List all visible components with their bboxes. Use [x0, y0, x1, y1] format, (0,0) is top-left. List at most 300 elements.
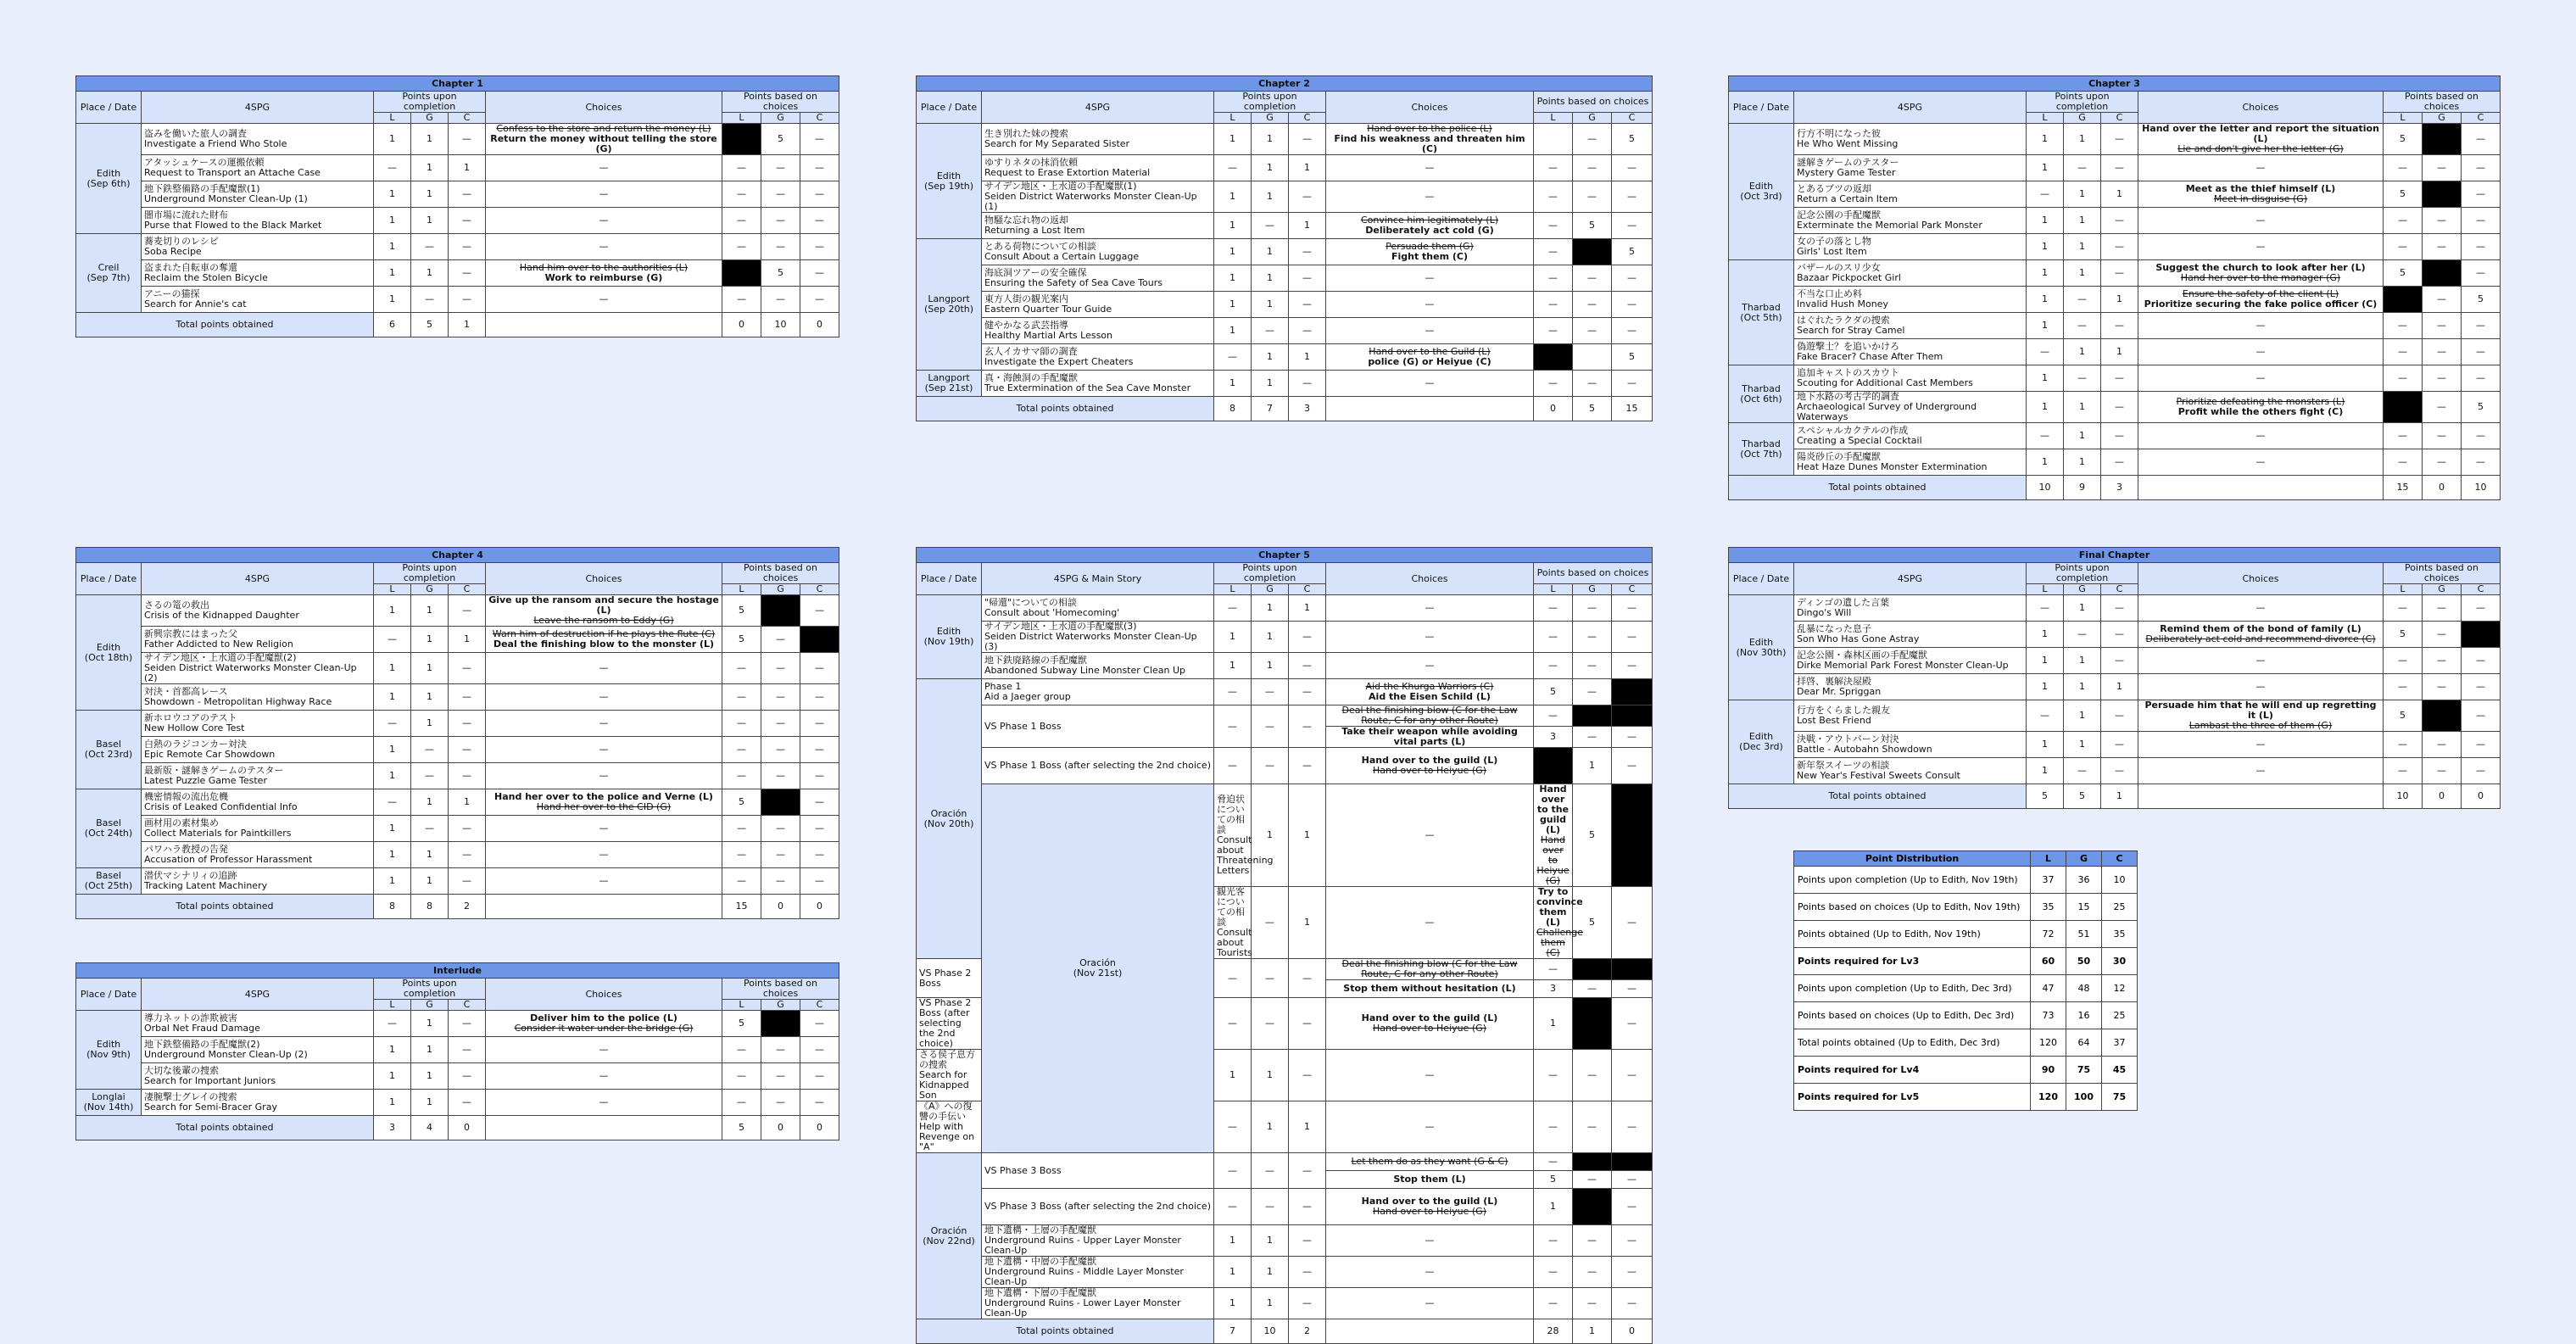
header-place: Place / Date	[917, 92, 982, 124]
header-c: C	[2462, 113, 2501, 124]
distribution-value: 47	[2031, 975, 2066, 1002]
completion-points: 1	[1252, 784, 1289, 887]
quest-jp: 地下遺構・上層の手配魔獣	[984, 1224, 1096, 1235]
quest-jp: 行方をくらました親友	[1797, 705, 1890, 716]
quest-jp: バザールのスリ少女	[1797, 262, 1881, 273]
choice-option: Prioritize securing the fake police officer (C)	[2144, 298, 2378, 310]
total-value: 28	[1534, 1319, 1573, 1344]
choice-points: —	[2384, 648, 2423, 674]
header-g: G	[411, 113, 449, 124]
completion-points: —	[1214, 959, 1252, 998]
header-c: C	[1289, 113, 1326, 124]
quest-name-cell	[1794, 260, 2027, 287]
completion-points: 1	[449, 155, 486, 181]
quest-en: Consult about Threatening Letters	[1217, 834, 1274, 876]
completion-points: 1	[1214, 124, 1252, 155]
choice-points: —	[1573, 1101, 1612, 1153]
quest-jp: 盗まれた自転車の奪還	[144, 262, 237, 273]
choice-points: —	[2423, 622, 2462, 648]
table-row	[76, 260, 839, 287]
quest-name-cell	[982, 239, 1214, 265]
total-value: 5	[2064, 784, 2101, 809]
choice-points: —	[1573, 1050, 1612, 1101]
choice-points: —	[1534, 213, 1573, 239]
quest-jp: サイデン地区・上水道の手配魔獣(3)	[984, 621, 1137, 632]
total-value: 7	[1252, 397, 1289, 421]
choice-points: —	[2462, 674, 2501, 700]
choice-points: —	[1573, 265, 1612, 292]
header-4spg: 4SPG	[1794, 92, 2027, 124]
choice-points: —	[722, 684, 761, 711]
completion-points: 1	[2101, 287, 2138, 313]
distribution-value: 51	[2066, 921, 2102, 948]
quest-name-cell	[917, 1101, 982, 1153]
place-date-cell: Oración (Nov 22nd)	[917, 1153, 982, 1319]
total-row	[1729, 476, 2501, 500]
total-value: 0	[800, 895, 839, 919]
choices-cell: —	[1326, 318, 1534, 344]
completion-points: —	[374, 711, 411, 737]
table-row	[76, 868, 839, 895]
quest-en: Purse that Flowed to the Black Market	[144, 220, 322, 231]
choice-points: —	[2462, 313, 2501, 339]
completion-points: —	[374, 789, 411, 816]
quest-en: Request to Transport an Attache Case	[144, 167, 321, 178]
choice-points: —	[800, 842, 839, 868]
highlight-cell	[1612, 705, 1653, 727]
completion-points: —	[449, 1090, 486, 1116]
choice-points: —	[1573, 679, 1612, 705]
completion-points: 1	[449, 789, 486, 816]
choice-option: Deal the finishing blow (C for the Law Route, C for any other Route)	[1341, 958, 1518, 979]
quest-jp: 対決・首都高レース	[144, 686, 228, 697]
choice-points: —	[800, 124, 839, 155]
header-points-completion: Points upon completion	[374, 563, 486, 584]
header-4spg: 4SPG	[982, 92, 1214, 124]
completion-points: 1	[374, 653, 411, 684]
quest-jp: 行方不明になった彼	[1797, 128, 1881, 139]
completion-points: —	[2101, 124, 2138, 155]
table-row	[1729, 313, 2501, 339]
quest-jp: VS Phase 2 Boss (after selecting the 2nd choice)	[919, 997, 972, 1049]
quest-name-cell	[1794, 365, 2027, 392]
quest-en: Accusation of Professor Harassment	[144, 854, 313, 865]
quest-name-cell	[142, 181, 374, 208]
table-row	[1729, 595, 2501, 622]
completion-points: —	[1289, 318, 1326, 344]
choice-points: —	[2462, 423, 2501, 449]
header-points-choices: Points based on choices	[2384, 563, 2501, 584]
distribution-value: 75	[2066, 1057, 2102, 1084]
choice-points: —	[1573, 727, 1612, 748]
total-row	[76, 313, 839, 337]
header-place: Place / Date	[917, 563, 982, 595]
quest-jp: とあるブツの返却	[1797, 183, 1871, 194]
total-value: 1	[1573, 1319, 1612, 1344]
quest-en: Crisis of Leaked Confidential Info	[144, 801, 298, 812]
quest-name-cell	[142, 627, 374, 653]
total-value: 0	[1612, 1319, 1653, 1344]
total-value: 5	[2027, 784, 2064, 809]
quest-en: Invalid Hush Money	[1797, 298, 1888, 310]
place-date-cell: Edith (Sep 6th)	[76, 124, 142, 234]
choice-points: 5	[2462, 392, 2501, 423]
quest-en: Lost Best Friend	[1797, 715, 1871, 726]
choices-cell: —	[486, 816, 722, 842]
completion-points: —	[2101, 392, 2138, 423]
choice-points: —	[722, 842, 761, 868]
header-l: L	[374, 584, 411, 595]
distribution-value: 50	[2066, 948, 2102, 975]
total-value: 15	[2384, 476, 2423, 500]
choice-points: —	[800, 181, 839, 208]
table-row	[76, 595, 839, 627]
header-g: G	[1252, 113, 1289, 124]
completion-points: 1	[1214, 239, 1252, 265]
completion-points: —	[2027, 339, 2064, 365]
choice-points: —	[761, 627, 800, 653]
place-date-cell: Edith (Nov 30th)	[1729, 595, 1794, 700]
choice-points: —	[1534, 318, 1573, 344]
distribution-label: Points based on choices (Up to Edith, Dec 3rd)	[1794, 1002, 2031, 1029]
quest-name-cell	[1214, 784, 1274, 887]
completion-points: —	[2027, 700, 2064, 732]
quest-en: Son Who Has Gone Astray	[1797, 633, 1920, 644]
total-label: Total points obtained	[76, 1116, 374, 1140]
choice-points: —	[2384, 208, 2423, 234]
quest-en: Girls' Lost Item	[1797, 246, 1867, 257]
choices-cell: —	[1326, 155, 1534, 181]
choice-points: —	[1534, 1225, 1573, 1257]
completion-points: 1	[374, 1037, 411, 1063]
quest-jp: 地下水路の考古学的調査	[1797, 391, 1899, 402]
total-value: 1	[449, 313, 486, 337]
choice-points: 5	[1573, 213, 1612, 239]
header-g: G	[2423, 584, 2462, 595]
completion-points: —	[411, 737, 449, 763]
completion-points: 1	[1289, 784, 1326, 887]
table-row	[1729, 155, 2501, 181]
completion-points: 1	[2064, 339, 2101, 365]
completion-points: 1	[2101, 674, 2138, 700]
completion-points: 1	[2027, 124, 2064, 155]
distribution-value: 73	[2031, 1002, 2066, 1029]
choice-points: 5	[722, 1011, 761, 1037]
chapter-title: Chapter 2	[917, 76, 1653, 92]
choices-cell: —	[486, 868, 722, 895]
interlude-table	[75, 962, 839, 1140]
quest-name-cell	[1794, 758, 2027, 784]
highlight-cell	[2423, 124, 2462, 155]
header-place: Place / Date	[1729, 92, 1794, 124]
table-row	[76, 208, 839, 234]
distribution-value: 35	[2031, 894, 2066, 921]
quest-name-cell	[982, 653, 1214, 679]
choice-points: —	[800, 868, 839, 895]
quest-jp: 玄人イカサマ師の調査	[984, 346, 1078, 357]
header-g: G	[411, 1000, 449, 1011]
choice-points: 3	[1534, 727, 1573, 748]
completion-points: 1	[2027, 622, 2064, 648]
choice-points: 5	[2384, 622, 2423, 648]
quest-jp: さるの篭の救出	[144, 600, 209, 611]
completion-points: —	[411, 234, 449, 260]
completion-points: —	[1289, 1153, 1326, 1189]
completion-points: —	[449, 816, 486, 842]
completion-points: 1	[1252, 1101, 1289, 1153]
quest-jp: 決戦・アウトバーン対決	[1797, 733, 1899, 744]
completion-points: 1	[2064, 392, 2101, 423]
completion-points: 1	[1214, 213, 1252, 239]
table-row	[76, 816, 839, 842]
completion-points: 1	[1214, 653, 1252, 679]
distribution-value: 72	[2031, 921, 2066, 948]
choice-points: —	[2462, 648, 2501, 674]
distribution-row	[1794, 948, 2138, 975]
choice-points: —	[2423, 648, 2462, 674]
completion-points: 1	[1289, 213, 1326, 239]
highlight-cell	[2462, 622, 2501, 648]
total-value: 1	[2101, 784, 2138, 809]
table-row	[1729, 234, 2501, 260]
choice-points: —	[2423, 313, 2462, 339]
choice-points: —	[1573, 124, 1612, 155]
completion-points: 1	[2064, 449, 2101, 476]
choice-points: —	[761, 287, 800, 313]
completion-points: —	[1252, 318, 1289, 344]
table-row	[76, 234, 839, 260]
quest-jp: 不当な口止め料	[1797, 288, 1862, 299]
quest-name-cell	[1794, 732, 2027, 758]
choices-cell: —	[2138, 208, 2384, 234]
place-date-cell: Langport (Sep 21st)	[917, 371, 982, 397]
completion-points: —	[449, 1063, 486, 1090]
choice-option: Deliberately act cold and recommend divorce (C)	[2145, 633, 2376, 644]
header-choices: Choices	[2138, 92, 2384, 124]
choice-option: police (G) or Heiyue (C)	[1368, 356, 1492, 367]
completion-points: 1	[1214, 265, 1252, 292]
choice-option: Prioritize defeating the monsters (L)	[2176, 396, 2345, 407]
chapter-title: Interlude	[76, 963, 839, 979]
choices-cell	[486, 789, 722, 816]
choices-cell	[1326, 1050, 1534, 1101]
completion-points: 1	[1252, 124, 1289, 155]
choice-points: —	[1573, 181, 1612, 213]
table-row	[1729, 758, 2501, 784]
choice-points: —	[2384, 758, 2423, 784]
place-date-cell: Edith (Sep 19th)	[917, 124, 982, 239]
completion-points: —	[1252, 213, 1289, 239]
completion-points: —	[449, 1011, 486, 1037]
quest-en: Search for Annie's cat	[144, 298, 247, 310]
choices-cell	[1326, 679, 1534, 705]
total-value: 15	[1612, 397, 1653, 421]
quest-jp: はぐれたラクダの捜索	[1797, 315, 1890, 326]
total-label: Total points obtained	[917, 1319, 1214, 1344]
choice-points: —	[800, 1063, 839, 1090]
completion-points: 1	[411, 1037, 449, 1063]
table-row	[917, 748, 1653, 784]
quest-jp: サイデン地区・上水道の手配魔獣(1)	[984, 181, 1137, 192]
table-row	[917, 292, 1653, 318]
highlight-cell	[2423, 181, 2462, 208]
table-row	[76, 684, 839, 711]
quest-en: Consult about Tourists	[1217, 927, 1252, 958]
choices-cell: —	[1326, 292, 1534, 318]
completion-points: 1	[2064, 208, 2101, 234]
completion-points: 1	[2027, 674, 2064, 700]
quest-jp: 盗みを働いた旅人の調査	[144, 128, 247, 139]
header-g: G	[2066, 851, 2102, 867]
quest-en: Underground Ruins - Upper Layer Monster Clean-Up	[984, 1235, 1181, 1256]
completion-points: 1	[411, 595, 449, 627]
choice-points: —	[2462, 365, 2501, 392]
quest-en: Creating a Special Cocktail	[1797, 435, 1922, 446]
completion-points: —	[1289, 124, 1326, 155]
completion-points: 1	[1214, 371, 1252, 397]
choice-option: Hand over to the guild (L)	[1536, 784, 1570, 835]
completion-points: —	[2064, 155, 2101, 181]
distribution-label: Points upon completion (Up to Edith, Nov 19th)	[1794, 867, 2031, 894]
quest-name-cell	[142, 208, 374, 234]
table-row	[1729, 392, 2501, 423]
highlight-cell	[2423, 260, 2462, 287]
header-choices: Choices	[486, 979, 722, 1011]
header-c: C	[2101, 113, 2138, 124]
completion-points: 1	[2027, 155, 2064, 181]
completion-points: —	[1252, 887, 1289, 959]
total-value: 15	[722, 895, 761, 919]
choice-points: —	[761, 155, 800, 181]
choice-points: 5	[1612, 344, 1653, 371]
quest-en: Search for Important Juniors	[144, 1075, 276, 1086]
choices-cell	[1534, 784, 1573, 887]
completion-points: —	[1214, 1101, 1252, 1153]
choice-points	[1534, 124, 1573, 155]
quest-name-cell	[982, 213, 1214, 239]
choice-points: —	[2423, 732, 2462, 758]
choice-points: —	[1612, 318, 1653, 344]
choice-points: —	[1534, 371, 1573, 397]
table-row	[76, 124, 839, 155]
choice-option: Deal the finishing blow (C for the Law Route, C for any other Route)	[1341, 705, 1518, 726]
highlight-cell	[1612, 959, 1653, 980]
choices-cell: —	[2138, 674, 2384, 700]
choice-points: —	[800, 287, 839, 313]
choice-points: —	[1534, 181, 1573, 213]
quest-en: Eastern Quarter Tour Guide	[984, 304, 1112, 315]
quest-en: Consult About a Certain Luggage	[984, 251, 1140, 262]
quest-en: Reclaim the Stolen Bicycle	[144, 272, 268, 283]
completion-points: —	[374, 155, 411, 181]
quest-en: Ensuring the Safety of Sea Cave Tours	[984, 277, 1163, 288]
choices-cell	[1326, 980, 1534, 998]
completion-points: —	[449, 208, 486, 234]
choice-points: —	[2423, 339, 2462, 365]
choice-option: Warn him of destruction if he plays the flute (C)	[492, 628, 716, 639]
completion-points: 1	[411, 1011, 449, 1037]
completion-points: 1	[1214, 181, 1252, 213]
completion-points: 1	[1214, 1225, 1252, 1257]
completion-points: —	[2064, 622, 2101, 648]
chapter-title: Final Chapter	[1729, 548, 2501, 563]
header-g: G	[2064, 113, 2101, 124]
quest-en: Dingo's Will	[1797, 607, 1852, 618]
choice-option: —	[1425, 631, 1435, 642]
completion-points: —	[1214, 998, 1252, 1050]
completion-points: —	[411, 816, 449, 842]
header-place: Place / Date	[76, 563, 142, 595]
completion-points: —	[411, 287, 449, 313]
table-row	[917, 1288, 1653, 1319]
quest-jp: とある荷物についての相談	[984, 241, 1096, 252]
choice-points: —	[2423, 208, 2462, 234]
header-c: C	[449, 584, 486, 595]
place-date-cell: Edith (Oct 18th)	[76, 595, 142, 711]
choice-points: —	[761, 842, 800, 868]
quest-en: Heat Haze Dunes Monster Extermination	[1797, 461, 1988, 472]
table-row	[917, 595, 1653, 622]
quest-en: Crisis of the Kidnapped Daughter	[144, 610, 299, 621]
highlight-cell	[1573, 1153, 1612, 1171]
quest-name-cell	[142, 737, 374, 763]
completion-points: 1	[1252, 292, 1289, 318]
choice-points: —	[2462, 595, 2501, 622]
header-c: C	[2101, 584, 2138, 595]
choice-option: Lambast the three of them (G)	[2188, 720, 2333, 731]
place-date-cell: Basel (Oct 25th)	[76, 868, 142, 895]
distribution-value: 75	[2102, 1084, 2138, 1111]
choices-cell	[1326, 1189, 1534, 1225]
choices-cell	[2138, 700, 2384, 732]
header-points-completion: Points upon completion	[1214, 563, 1326, 584]
quest-jp: 新年祭スイーツの相談	[1797, 760, 1890, 771]
header-points-completion: Points upon completion	[1214, 92, 1326, 113]
header-points-choices: Points based on choices	[722, 979, 839, 1000]
header-l: L	[722, 113, 761, 124]
choice-option: —	[1425, 602, 1435, 613]
quest-name-cell	[1794, 595, 2027, 622]
choices-cell	[2138, 622, 2384, 648]
quest-jp: "帰還"についての相談	[984, 597, 1077, 608]
choice-points: —	[1612, 213, 1653, 239]
highlight-cell	[1534, 344, 1573, 371]
choice-points: —	[800, 595, 839, 627]
header-c: C	[800, 1000, 839, 1011]
header-choices: Choices	[486, 563, 722, 595]
choice-points: —	[722, 155, 761, 181]
total-value: 10	[2027, 476, 2064, 500]
completion-points: —	[374, 627, 411, 653]
total-label: Total points obtained	[76, 313, 374, 337]
chapter-2-table	[916, 75, 1653, 421]
choices-cell: —	[486, 234, 722, 260]
choice-points: 5	[2462, 287, 2501, 313]
completion-points: 1	[1289, 155, 1326, 181]
quest-en: Aid a Jaeger group	[984, 691, 1071, 702]
completion-points: 1	[411, 684, 449, 711]
table-row	[76, 737, 839, 763]
table-row	[1729, 260, 2501, 287]
header-points-choices: Points based on choices	[722, 563, 839, 584]
choice-option: Give up the ransom and secure the hostage (L)	[488, 594, 719, 616]
quest-jp: 地下鉄整備路の手配魔獣(2)	[144, 1039, 260, 1050]
chapter-title: Chapter 1	[76, 76, 839, 92]
completion-points: 1	[2064, 423, 2101, 449]
distribution-label: Points obtained (Up to Edith, Nov 19th)	[1794, 921, 2031, 948]
header-l: L	[2027, 113, 2064, 124]
quest-jp: 健やかなる武芸指導	[984, 320, 1068, 331]
